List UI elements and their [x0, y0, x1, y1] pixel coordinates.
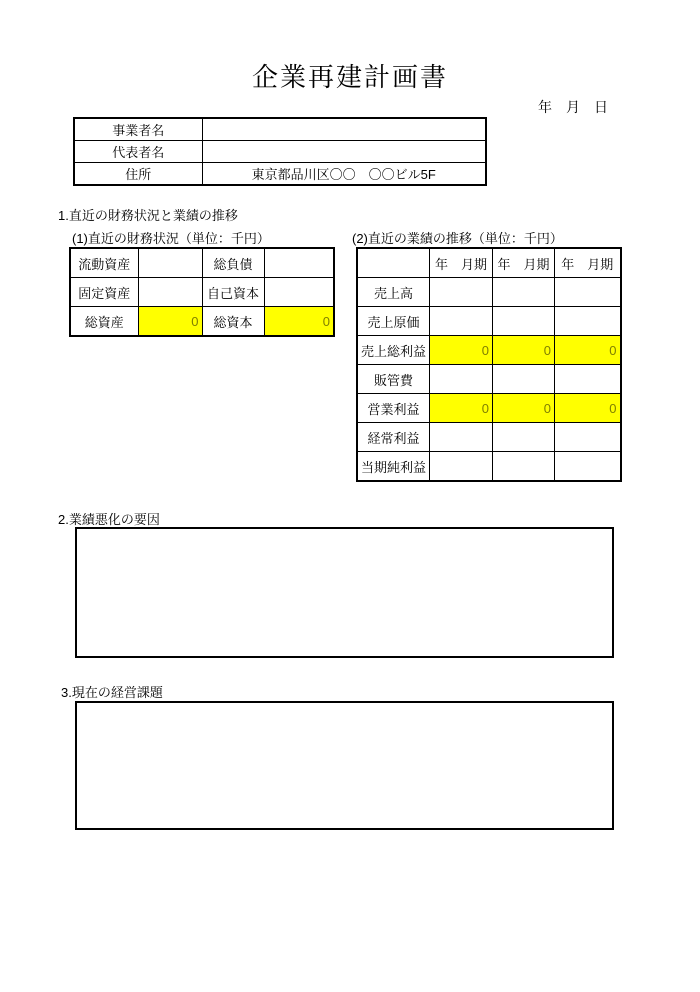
- perf-value-cell[interactable]: [493, 307, 555, 336]
- current-assets-label: 流動資産: [70, 248, 138, 278]
- corner-cell: [357, 248, 430, 278]
- table-row: [357, 365, 621, 394]
- table-row: [357, 452, 621, 482]
- table-row: [70, 278, 334, 307]
- table-row: [70, 307, 334, 337]
- performance-table: [356, 247, 622, 482]
- perf-value-cell[interactable]: 0: [493, 336, 555, 365]
- company-info-table: [73, 117, 487, 186]
- financial-table: [69, 247, 335, 337]
- period-header: 年 月期: [430, 248, 493, 278]
- equity-value[interactable]: [264, 278, 334, 307]
- perf-value-cell[interactable]: [493, 423, 555, 452]
- date-line: 年 月 日: [538, 99, 608, 115]
- perf-value-cell[interactable]: [555, 423, 621, 452]
- table-row: [357, 394, 621, 423]
- operating-profit-label: 営業利益: [357, 394, 430, 423]
- page-title: 企業再建計画書: [251, 62, 448, 92]
- perf-value-cell[interactable]: 0: [555, 336, 621, 365]
- section3-input-box[interactable]: [75, 701, 614, 830]
- perf-value-cell[interactable]: [430, 365, 493, 394]
- address-field[interactable]: 東京都品川区〇〇 〇〇ビル5F: [202, 163, 486, 186]
- representative-name-label: 代表者名: [74, 141, 202, 163]
- performance-subheading: (2)直近の業績の推移（単位：千円）: [352, 231, 563, 246]
- perf-value-cell[interactable]: [430, 307, 493, 336]
- perf-value-cell[interactable]: [493, 365, 555, 394]
- section2-input-box[interactable]: [75, 527, 614, 658]
- total-assets-label: 総資産: [70, 307, 138, 337]
- representative-name-field[interactable]: [202, 141, 486, 163]
- perf-value-cell[interactable]: 0: [430, 394, 493, 423]
- table-row: [70, 248, 334, 278]
- perf-value-cell[interactable]: [430, 278, 493, 307]
- period-header: 年 月期: [555, 248, 621, 278]
- current-assets-value[interactable]: [138, 248, 202, 278]
- perf-value-cell[interactable]: [493, 452, 555, 482]
- table-row: [357, 248, 621, 278]
- table-row: [74, 118, 486, 141]
- perf-value-cell[interactable]: [430, 452, 493, 482]
- financial-subheading: (1)直近の財務状況（単位：千円）: [72, 231, 270, 246]
- perf-value-cell[interactable]: [555, 278, 621, 307]
- total-capital-value[interactable]: 0: [264, 307, 334, 337]
- sales-label: 売上高: [357, 278, 430, 307]
- business-name-field[interactable]: [202, 118, 486, 141]
- business-name-label: 事業者名: [74, 118, 202, 141]
- table-row: [357, 278, 621, 307]
- ordinary-profit-label: 経常利益: [357, 423, 430, 452]
- equity-label: 自己資本: [202, 278, 264, 307]
- total-assets-value[interactable]: 0: [138, 307, 202, 337]
- period-header: 年 月期: [493, 248, 555, 278]
- total-capital-label: 総資本: [202, 307, 264, 337]
- perf-value-cell[interactable]: 0: [430, 336, 493, 365]
- section2-heading: 2.業績悪化の要因: [58, 512, 160, 527]
- table-row: [357, 307, 621, 336]
- perf-value-cell[interactable]: [555, 452, 621, 482]
- table-row: [74, 141, 486, 163]
- gross-profit-label: 売上総利益: [357, 336, 430, 365]
- section1-heading: 1.直近の財務状況と業績の推移: [58, 208, 238, 223]
- perf-value-cell[interactable]: 0: [555, 394, 621, 423]
- total-liabilities-value[interactable]: [264, 248, 334, 278]
- perf-value-cell[interactable]: [430, 423, 493, 452]
- section3-heading: 3.現在の経営課題: [61, 685, 163, 700]
- table-row: [74, 163, 486, 186]
- perf-value-cell[interactable]: [493, 278, 555, 307]
- net-income-label: 当期純利益: [357, 452, 430, 482]
- cost-of-sales-label: 売上原価: [357, 307, 430, 336]
- fixed-assets-label: 固定資産: [70, 278, 138, 307]
- table-row: [357, 336, 621, 365]
- total-liabilities-label: 総負債: [202, 248, 264, 278]
- fixed-assets-value[interactable]: [138, 278, 202, 307]
- perf-value-cell[interactable]: 0: [493, 394, 555, 423]
- sga-label: 販管費: [357, 365, 430, 394]
- perf-value-cell[interactable]: [555, 365, 621, 394]
- table-row: [357, 423, 621, 452]
- perf-value-cell[interactable]: [555, 307, 621, 336]
- address-label: 住所: [74, 163, 202, 186]
